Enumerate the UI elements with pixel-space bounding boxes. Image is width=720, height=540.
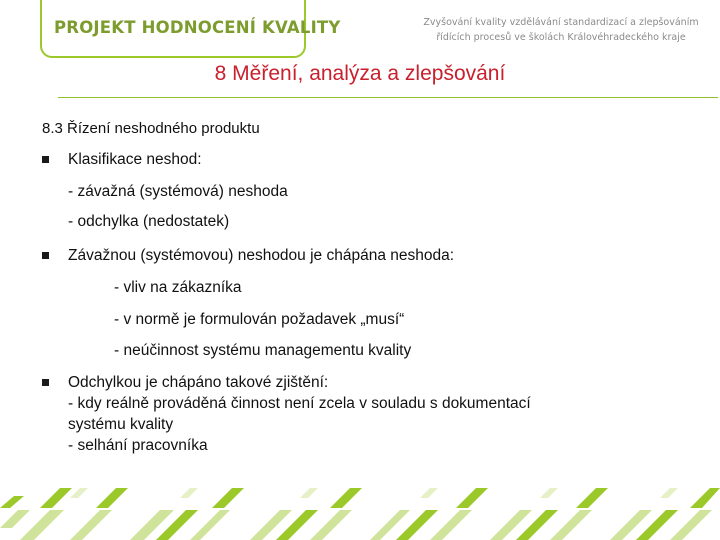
sub-item: - odchylka (nedostatek) [68, 213, 230, 230]
sub-item: - závažná (systémová) neshoda [68, 183, 288, 200]
decorative-stripes [0, 468, 720, 540]
brand-banner [40, 0, 341, 58]
bullet-text: Odchylkou je chápáno takové zjištění: [68, 374, 329, 391]
title-divider [58, 97, 718, 98]
square-bullet-icon [42, 156, 49, 163]
slide-title: 8 Měření, analýza a zlepšování [214, 62, 506, 85]
section-heading: 8.3 Řízení neshodného produktu [42, 120, 260, 137]
brand-title: PROJEKT HODNOCENÍ KVALITY [54, 18, 341, 37]
square-bullet-icon [42, 379, 49, 386]
sub-item: - selhání pracovníka [68, 437, 208, 454]
sub-item: - vliv na zákazníka [114, 279, 242, 296]
bullet-text: Závažnou (systémovou) neshodou je chápána neshoda: [68, 247, 455, 264]
square-bullet-icon [42, 252, 49, 259]
project-subtitle-line-1: Zvyšování kvality vzdělávání standardizací a zlepšováním [423, 17, 699, 28]
sub-item: - kdy reálně prováděná činnost není zcela v souladu s dokumentací [68, 395, 531, 412]
sub-item: systému kvality [68, 416, 174, 433]
sub-item: - neúčinnost systému managementu kvality [114, 342, 412, 359]
bullet-text: Klasifikace neshod: [68, 151, 202, 168]
project-subtitle-line-2: řídících procesů ve školách Královéhradeckého kraje [436, 32, 686, 43]
project-subtitle [416, 15, 706, 45]
sub-item: - v normě je formulován požadavek „musí“ [114, 311, 405, 328]
